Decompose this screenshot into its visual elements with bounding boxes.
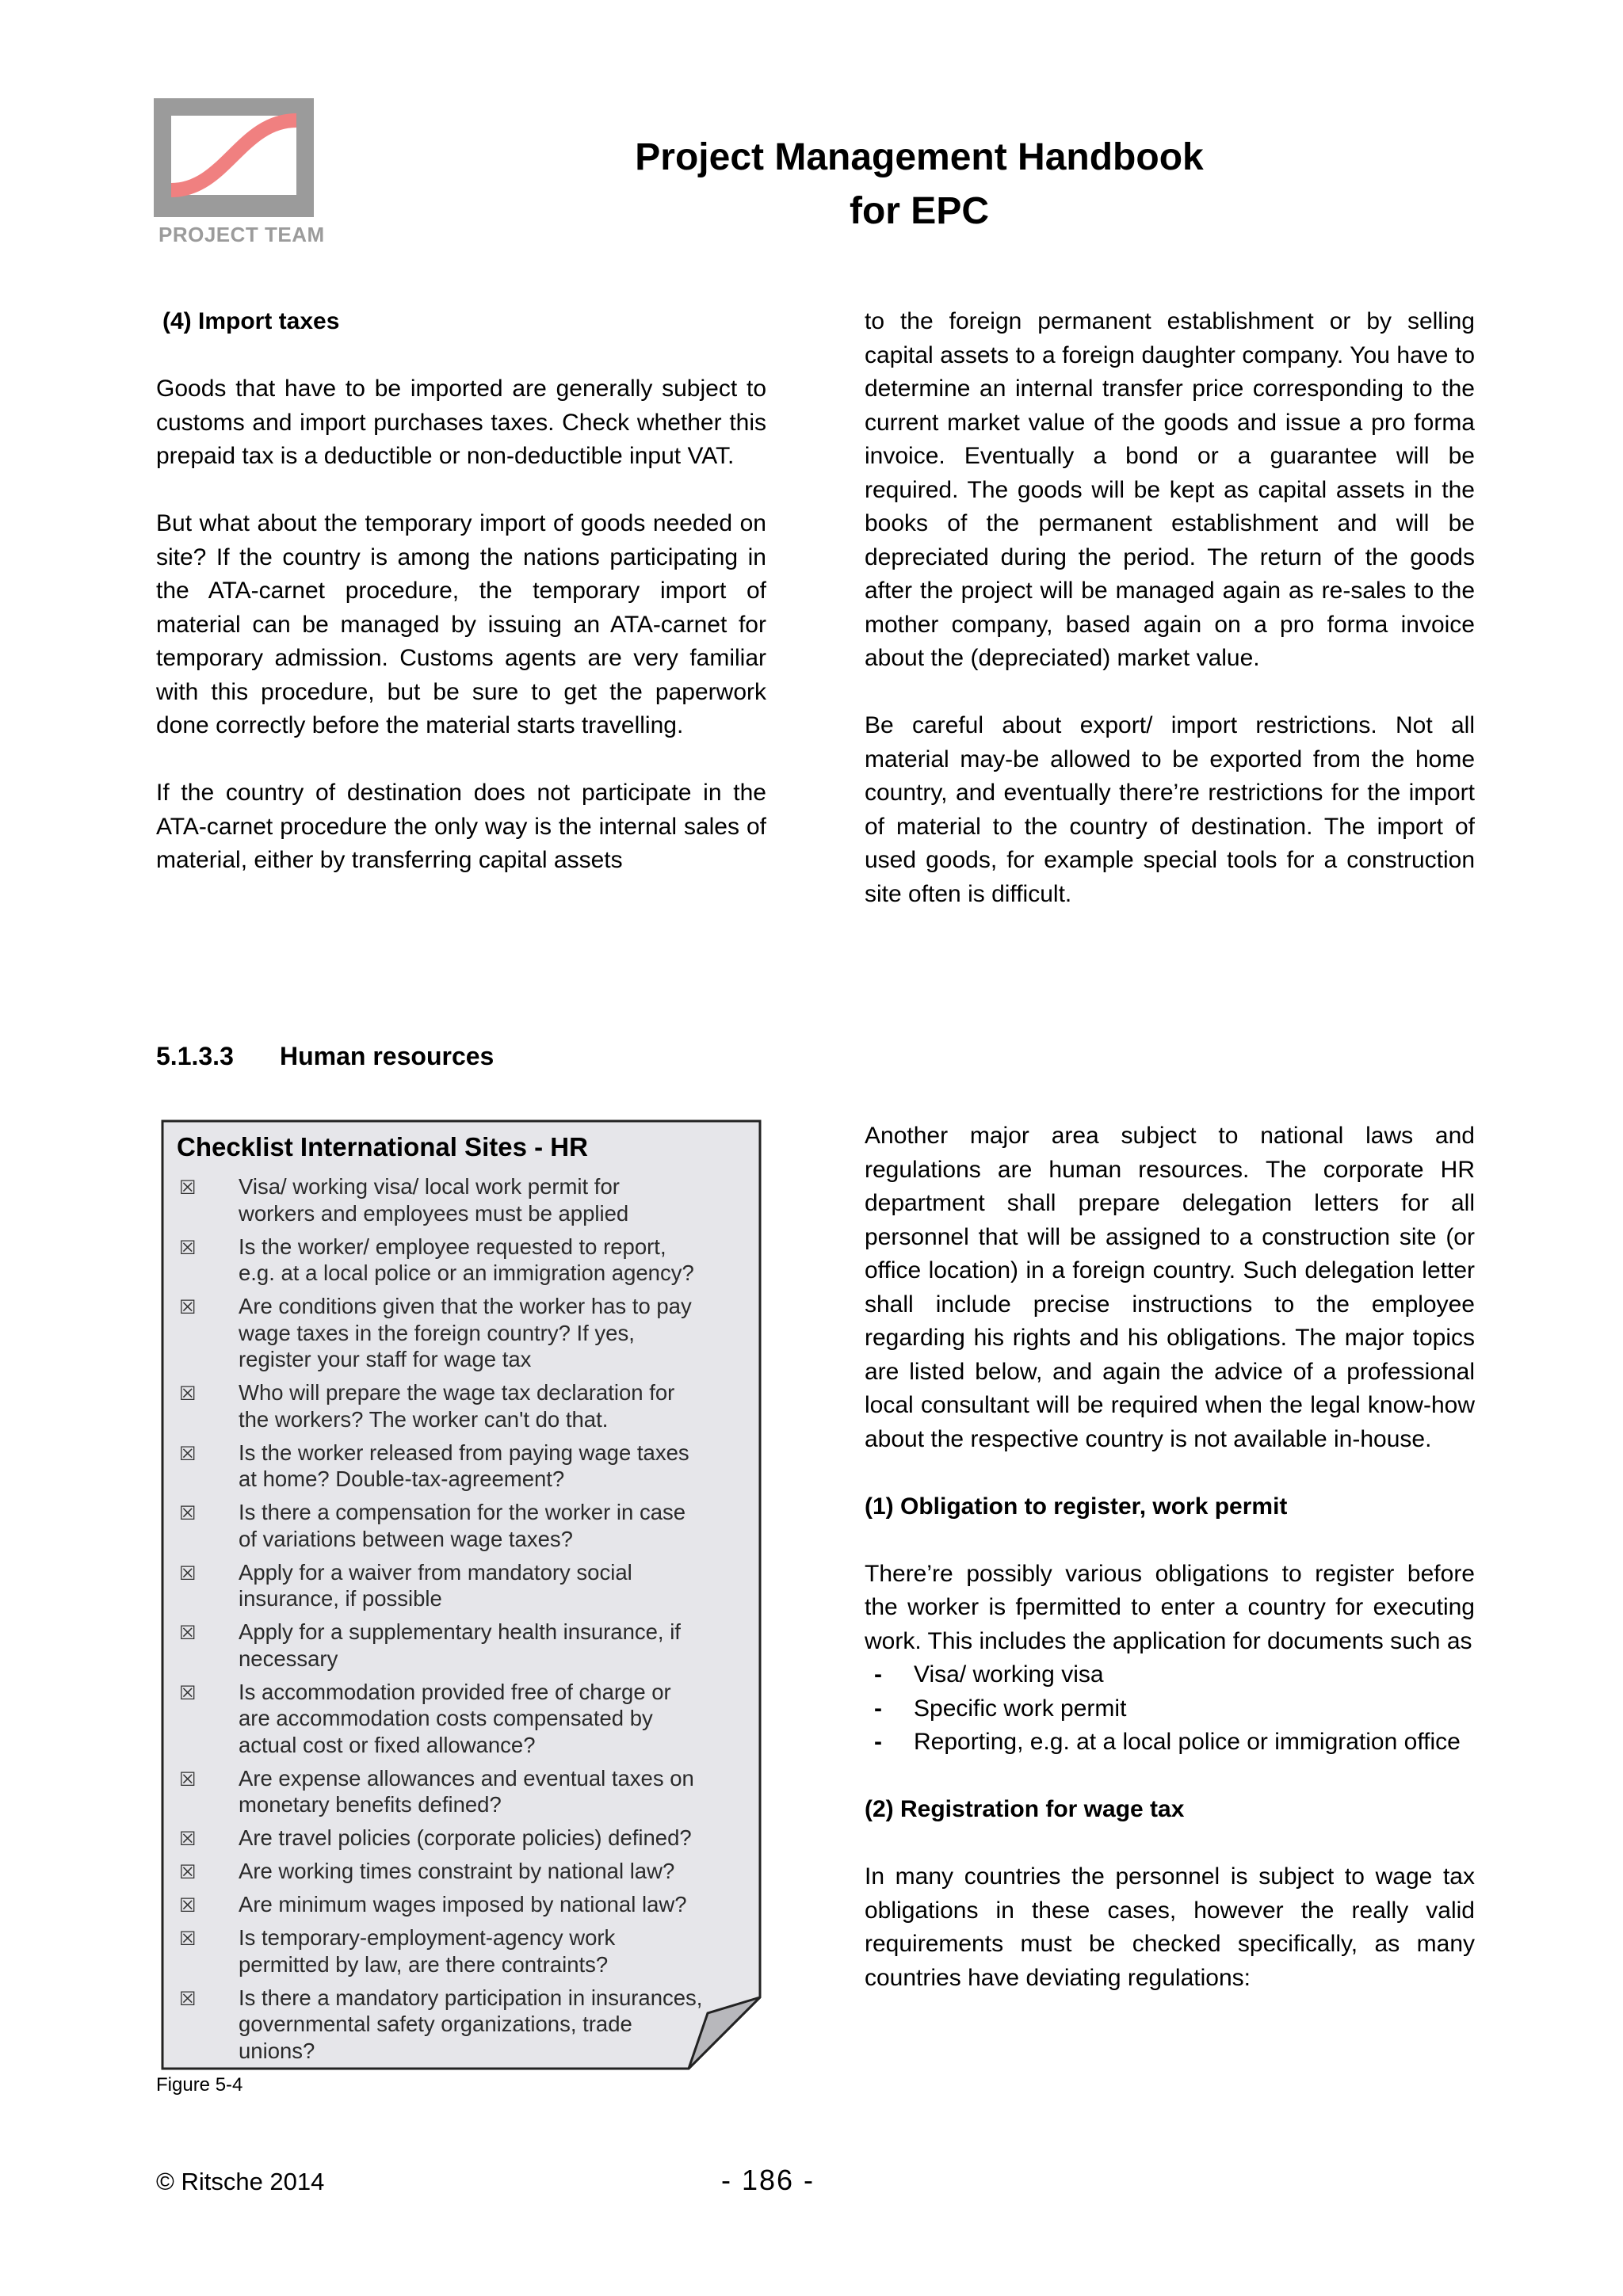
paragraph: Goods that have to be imported are generally subject to customs and import purchases taxes. Check whether this prepaid tax is a deductible or non-deductible input VAT.	[156, 376, 766, 469]
checklist-item	[177, 1499, 724, 1552]
checklist-item-line: insurance, if possible	[239, 1586, 442, 1611]
checked-box-icon: ☒	[179, 1987, 197, 2010]
checklist-item-line: governmental safety organizations, trade	[239, 2012, 632, 2036]
checklist-item-line: monetary benefits defined?	[239, 1792, 502, 1817]
checklist-item	[177, 1379, 724, 1432]
checklist-item	[177, 1924, 724, 1978]
checked-box-icon: ☒	[179, 1442, 197, 1465]
checked-box-icon: ☒	[179, 1383, 197, 1405]
checklist-item-line: Is there a compensation for the worker in case	[239, 1500, 686, 1524]
checklist-item-line: Visa/ working visa/ local work permit for	[239, 1174, 620, 1199]
import-taxes-heading: (4) Import taxes	[162, 308, 340, 334]
checklist-item	[177, 1440, 724, 1493]
checklist-item	[177, 1825, 724, 1852]
paragraph: But what about the temporary import of goods needed on site? If the country is among the nations participating in the ATA-carnet procedure, the temporary import of material can be managed by issuing an ATA-carnet for temporary admission. Customs agents are very familiar with this procedure, but be sure to get the paperwork done correctly before the material starts travelling.	[156, 510, 766, 738]
checklist-item-line: register your staff for wage tax	[239, 1347, 532, 1371]
checklist-item	[177, 1765, 724, 1818]
figure-caption: Figure 5-4	[156, 2074, 243, 2096]
title-line-2: for EPC	[849, 190, 989, 232]
checked-box-icon: ☒	[179, 1236, 197, 1259]
list-item: - Reporting, e.g. at a local police or immigration office	[865, 1726, 1475, 1760]
paragraph: If the country of destination does not participate in the ATA-carnet procedure the only way is the internal sales of material, either by transferring capital assets	[156, 780, 766, 873]
section-title: Human resources	[280, 1042, 495, 1070]
obligation-heading: (1) Obligation to register, work permit	[865, 1493, 1288, 1520]
left-column	[156, 305, 766, 878]
title-line-1: Project Management Handbook	[635, 136, 1204, 178]
checklist-item-line: e.g. at a local police or an immigration agency?	[239, 1261, 694, 1285]
checklist-item-line: the workers? The worker can't do that.	[239, 1406, 609, 1432]
hr-checklist-figure	[161, 1119, 762, 2070]
checked-box-icon: ☒	[179, 1828, 197, 1850]
checklist-item-line: Who will prepare the wage tax declaration for	[239, 1380, 675, 1405]
checklist-item-line: Apply for a supplementary health insurance, if	[239, 1619, 681, 1644]
checklist-item-line: are accommodation costs compensated by	[239, 1706, 653, 1730]
checklist-item-line: wage taxes in the foreign country? If yes,	[239, 1320, 635, 1345]
checklist-item	[177, 1985, 724, 2065]
checklist-title: Checklist International Sites - HR	[177, 1132, 588, 1161]
checklist-item	[177, 1891, 724, 1918]
page-number: - 186 -	[721, 2164, 815, 2196]
checked-box-icon: ☒	[179, 1502, 197, 1524]
checklist-item	[177, 1858, 724, 1885]
checklist-item	[177, 1234, 724, 1287]
checked-box-icon: ☒	[179, 1861, 197, 1883]
list-item: - Visa/ working visa	[865, 1658, 1475, 1692]
checklist-item	[177, 1559, 724, 1612]
checklist-item-line: permitted by law, are there contraints?	[239, 1951, 609, 1977]
checked-box-icon: ☒	[179, 1562, 197, 1585]
checklist-item	[177, 1293, 724, 1373]
checklist-item-line: Are travel policies (corporate policies) defined?	[239, 1825, 692, 1850]
documents-list	[865, 1658, 1475, 1760]
checklist-item-line: Are minimum wages imposed by national law?	[239, 1892, 687, 1917]
copyright: © Ritsche 2014	[156, 2168, 325, 2195]
checked-box-icon: ☒	[179, 1681, 197, 1704]
section-heading	[156, 1042, 494, 1071]
paragraph: to the foreign permanent establishment or by selling capital assets to a foreign daughter company. You have to determine an internal transfer price corresponding to the current market value of the goods and issue a pro forma invoice. Eventually a bond or a guarantee will be required. The goods will be kept as capital assets in the books of the permanent establishment and will be depreciated during the period. The return of the goods after the project will be managed again as re-sales to the mother company, based again on a pro forma invoice about the (depreciated) market value.	[865, 308, 1475, 671]
logo-text: PROJECT TEAM	[158, 223, 325, 246]
project-team-logo	[154, 98, 314, 217]
checked-box-icon: ☒	[179, 1768, 197, 1791]
checklist-item-line: Apply for a waiver from mandatory social	[239, 1559, 632, 1585]
checklist-item-line: workers and employees must be applied	[239, 1200, 629, 1226]
checklist-items	[177, 1173, 724, 2071]
checklist-item-line: Is temporary-employment-agency work	[239, 1925, 616, 1950]
checklist-item-line: Is the worker/ employee requested to report,	[239, 1234, 666, 1259]
checklist-item-line: Is there a mandatory participation in insurances,	[239, 1985, 703, 2010]
logo-curve-icon	[154, 98, 314, 217]
checklist-item	[177, 1679, 724, 1759]
checklist-item-line: Are expense allowances and eventual taxes on	[239, 1765, 694, 1791]
section-number: 5.1.3.3	[156, 1042, 234, 1070]
obligation-paragraph: There’re possibly various obligations to register before the worker is fpermitted to enter a country for executing work. This includes the application for documents such as	[865, 1560, 1475, 1654]
checklist-item-line: Are conditions given that the worker has to pay	[239, 1294, 692, 1318]
checklist-item-line: Is accommodation provided free of charge or	[239, 1679, 671, 1704]
page-title	[555, 131, 1284, 238]
checklist-item-line: actual cost or fixed allowance?	[239, 1732, 536, 1757]
checklist-item-line: Are working times constraint by national law?	[239, 1859, 675, 1883]
checklist-item-line: at home? Double-tax-agreement?	[239, 1466, 565, 1491]
paragraph: Be careful about export/ import restrictions. Not all material may-be allowed to be exported from the home country, and eventually there’re restrictions for the import of material to the country of destination. The import of used goods, for example special tools for a construction site often is difficult.	[865, 712, 1475, 907]
checked-box-icon: ☒	[179, 1894, 197, 1917]
right-column	[865, 305, 1475, 911]
checklist-item	[177, 1619, 724, 1672]
checked-box-icon: ☒	[179, 1622, 197, 1644]
checklist-item-line: unions?	[239, 2038, 315, 2063]
wage-tax-paragraph: In many countries the personnel is subject to wage tax obligations in these cases, however the really valid requirements must be checked specifically, as many countries have deviating regulations:	[865, 1863, 1475, 1991]
wage-tax-heading: (2) Registration for wage tax	[865, 1796, 1185, 1822]
list-item: - Specific work permit	[865, 1692, 1475, 1726]
checklist-item-line: Is the worker released from paying wage taxes	[239, 1440, 689, 1465]
checked-box-icon: ☒	[179, 1177, 197, 1199]
hr-intro: Another major area subject to national laws and regulations are human resources. The corporate HR department shall prepare delegation letters for all personnel that will be assigned to a construction site (or office location) in a foreign country. Such delegation letter shall include precise instructions to the employee regarding his rights and his obligations. The major topics are listed below, and again the advice of a professional local consultant will be required when the legal know-how about the respective country is not available in-house.	[865, 1123, 1475, 1452]
checklist-item-line: necessary	[239, 1646, 338, 1671]
checklist-item-line: of variations between wage taxes?	[239, 1526, 573, 1551]
checked-box-icon: ☒	[179, 1928, 197, 1950]
checklist-item	[177, 1173, 724, 1226]
checked-box-icon: ☒	[179, 1296, 197, 1318]
hr-text-column	[865, 1119, 1475, 1995]
